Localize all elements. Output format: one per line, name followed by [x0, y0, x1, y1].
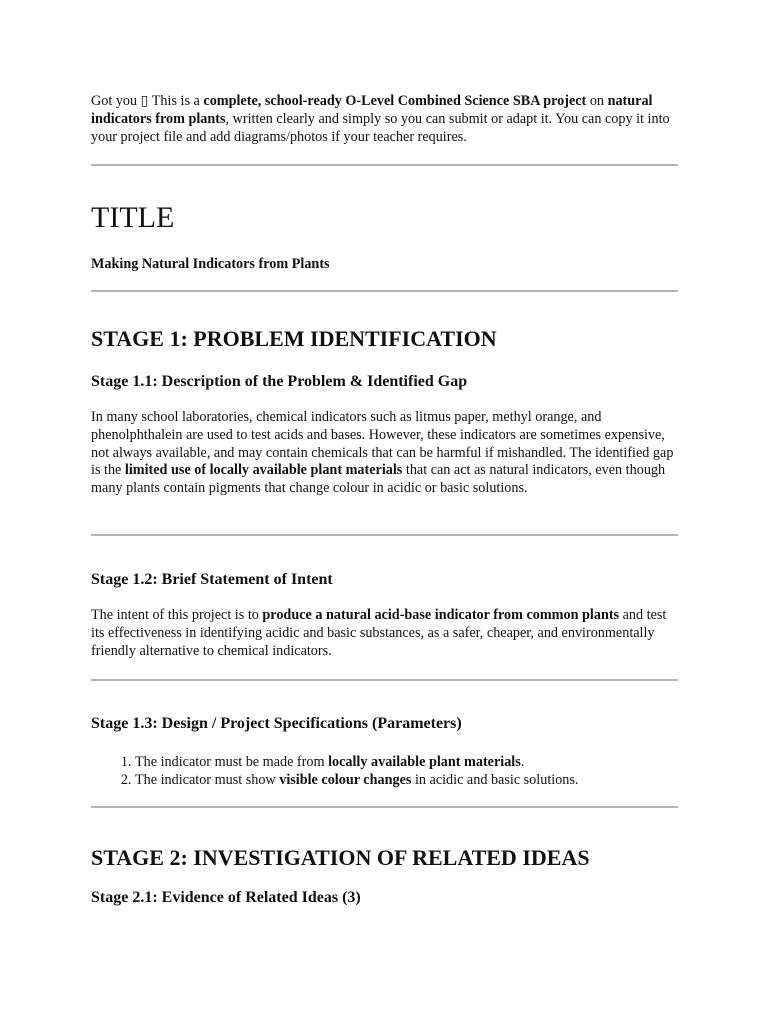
paragraph-text: The intent of this project is to	[91, 607, 263, 623]
stage1-1-heading: Stage 1.1: Description of the Problem & Identified Gap	[91, 373, 468, 390]
intro-bold-text: natural indicators from plants	[91, 93, 653, 127]
paragraph-bold-text: produce a natural acid-base indicator from common plants	[262, 607, 620, 623]
intro-text: Got you	[91, 93, 141, 109]
list-item	[135, 753, 678, 771]
paragraph-bold-text: limited use of locally available plant materials	[124, 462, 403, 479]
stage1-2-paragraph	[91, 607, 678, 660]
stage1-3-heading: Stage 1.3: Design / Project Specifications (Parameters)	[91, 715, 462, 732]
intro-paragraph	[91, 93, 678, 146]
stage1-2-heading: Stage 1.2: Brief Statement of Intent	[91, 571, 333, 588]
list-item	[135, 771, 678, 789]
specifications-list	[91, 753, 678, 789]
list-item-text: .	[520, 754, 525, 770]
emoji-glyph-icon: ▯	[140, 93, 149, 109]
intro-text: , written clearly and simply so you can submit or adapt it. You can copy it into your project file and add diagrams/photos if your teacher requires.	[91, 110, 670, 145]
list-item-bold-text: locally available plant materials	[328, 754, 521, 770]
stage2-heading: STAGE 2: INVESTIGATION OF RELATED IDEAS	[91, 845, 590, 870]
list-item-text: in acidic and basic solutions.	[411, 772, 579, 788]
intro-bold-text: complete, school-ready O-Level Combined Science SBA project	[203, 93, 587, 109]
project-title: Making Natural Indicators from Plants	[91, 256, 330, 272]
title-heading: TITLE	[91, 201, 175, 234]
divider	[91, 679, 678, 681]
divider	[91, 806, 678, 808]
paragraph-text: In many school laboratories, chemical indicators such as litmus paper, methyl orange, and phenolphthalein are used to test acids and bases. However, these indicators are sometimes expensive, not always available, and may contain chemicals that can be harmful if mishandled. The identified gap is the	[91, 409, 674, 479]
paragraph-text: that can act as natural indicators, even though many plants contain pigments that change colour in acidic or basic solutions.	[91, 462, 666, 497]
intro-text: on	[586, 93, 608, 109]
list-item-text: The indicator must be made from	[135, 754, 329, 770]
divider	[91, 290, 678, 292]
stage2-1-heading: Stage 2.1: Evidence of Related Ideas (3)	[91, 889, 361, 906]
paragraph-text: and test its effectiveness in identifying acidic and basic substances, as a safer, cheaper, and environmentally friendly alternative to chemical indicators.	[91, 607, 667, 659]
list-item-text: The indicator must show	[135, 772, 280, 788]
list-item-bold-text: visible colour changes	[279, 772, 412, 788]
stage1-heading: STAGE 1: PROBLEM IDENTIFICATION	[91, 326, 497, 351]
intro-text: This is a	[148, 93, 204, 109]
divider	[91, 164, 678, 166]
stage1-1-paragraph	[91, 409, 678, 498]
divider	[91, 534, 678, 536]
